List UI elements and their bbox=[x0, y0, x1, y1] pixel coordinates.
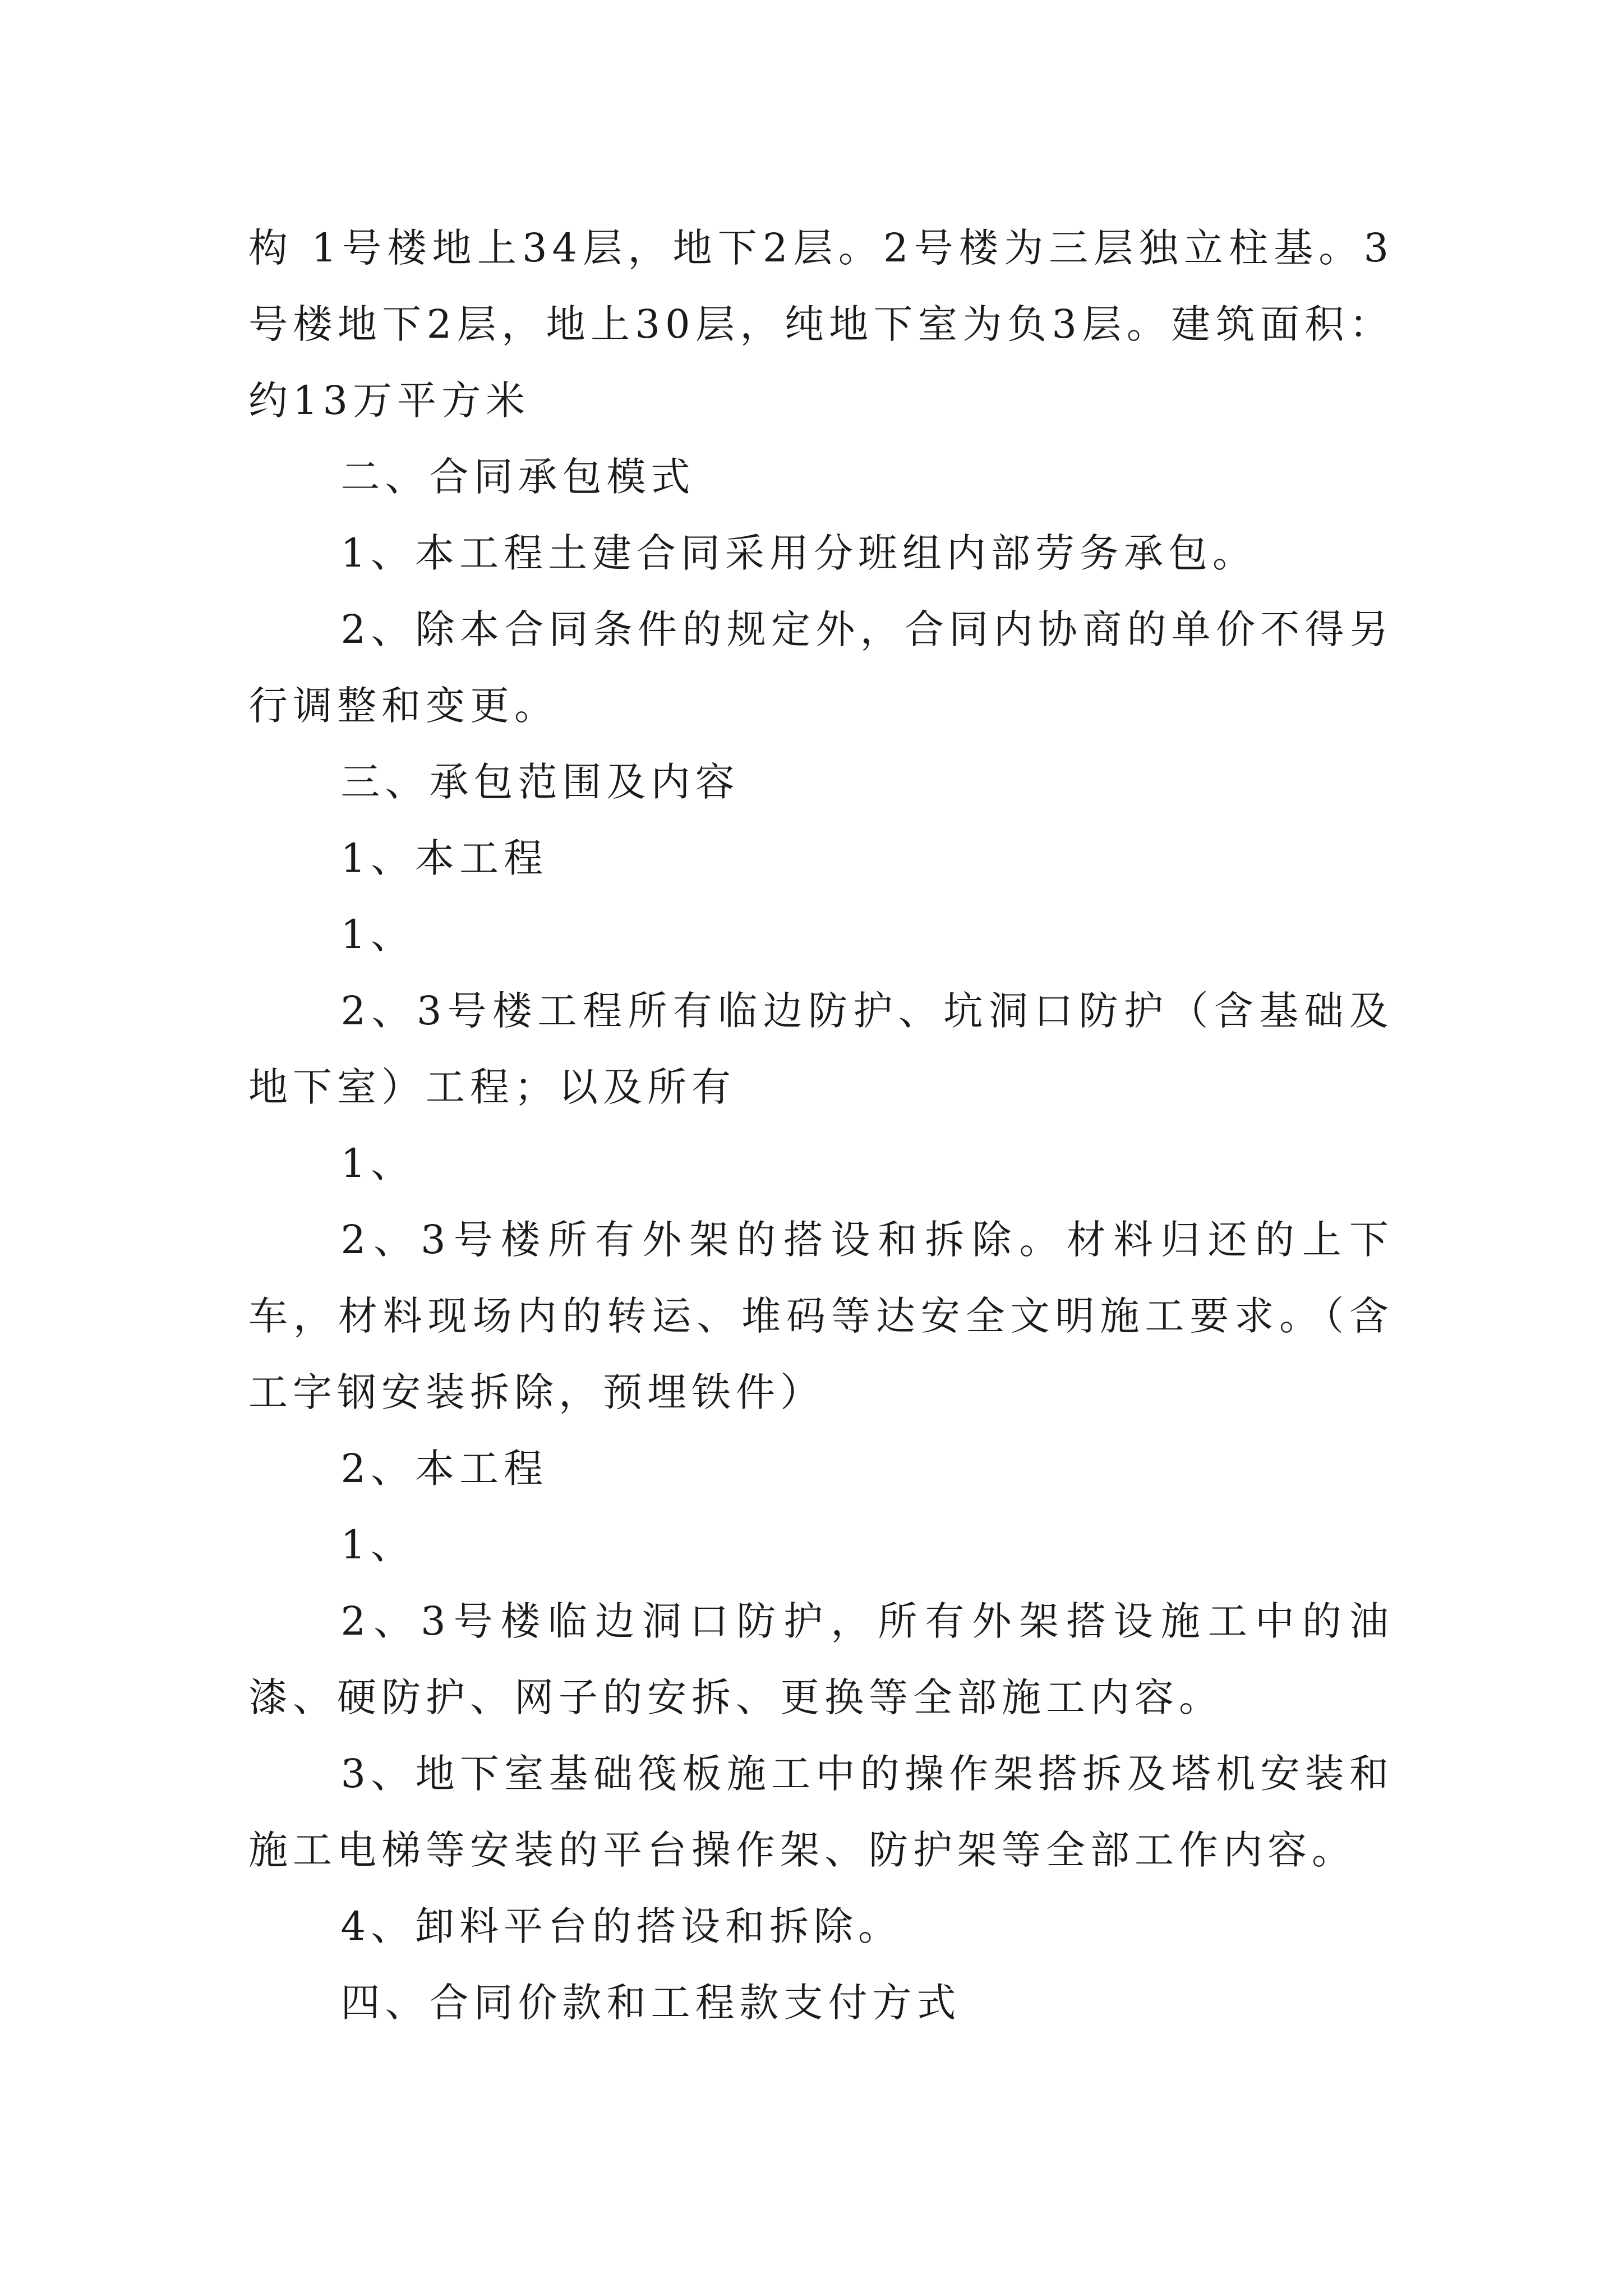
paragraph-contract-mode-1: 1、本工程土建合同采用分班组内部劳务承包。 bbox=[340, 530, 1257, 576]
list-item-scope-2-4: 4、卸料平台的搭设和拆除。 bbox=[340, 1903, 903, 1949]
list-item-scope-1-2: 2、3号楼工程所有临边防护、坑洞口防护（含基础及地下室）工程；以及所有 bbox=[248, 988, 1394, 1110]
heading-contract-mode: 二、合同承包模式 bbox=[340, 454, 695, 500]
paragraph-scope-2: 2、本工程 bbox=[340, 1446, 548, 1492]
list-item-scope-2-3: 3、地下室基础筏板施工中的操作架搭拆及塔机安装和施工电梯等安装的平台操作架、防护架等全部工作内容。 bbox=[248, 1751, 1394, 1873]
document-body bbox=[248, 210, 1394, 2041]
paragraph-scope-1: 1、本工程 bbox=[340, 835, 548, 881]
list-item-scope-2-2: 2、3号楼临边洞口防护，所有外架搭设施工中的油漆、硬防护、网子的安拆、更换等全部施工内容。 bbox=[248, 1598, 1394, 1720]
list-item-scope-1-4: 2、3号楼所有外架的搭设和拆除。材料归还的上下车，材料现场内的转运、堆码等达安全文明施工要求。（含工字钢安装拆除，预埋铁件） bbox=[248, 1217, 1394, 1415]
list-item-scope-1-1: 1、 bbox=[340, 912, 416, 958]
paragraph-building-structure: 构 1号楼地上34层，地下2层。2号楼为三层独立柱基。3号楼地下2层，地上30层，纯地下室为负3层。建筑面积：约13万平方米 bbox=[248, 225, 1394, 424]
list-item-scope-1-3: 1、 bbox=[340, 1140, 416, 1186]
heading-contract-price: 四、合同价款和工程款支付方式 bbox=[340, 1980, 961, 2026]
list-item-scope-2-1: 1、 bbox=[340, 1522, 416, 1568]
heading-contract-scope: 三、承包范围及内容 bbox=[340, 759, 740, 805]
paragraph-contract-mode-2: 2、除本合同条件的规定外，合同内协商的单价不得另行调整和变更。 bbox=[248, 606, 1394, 729]
